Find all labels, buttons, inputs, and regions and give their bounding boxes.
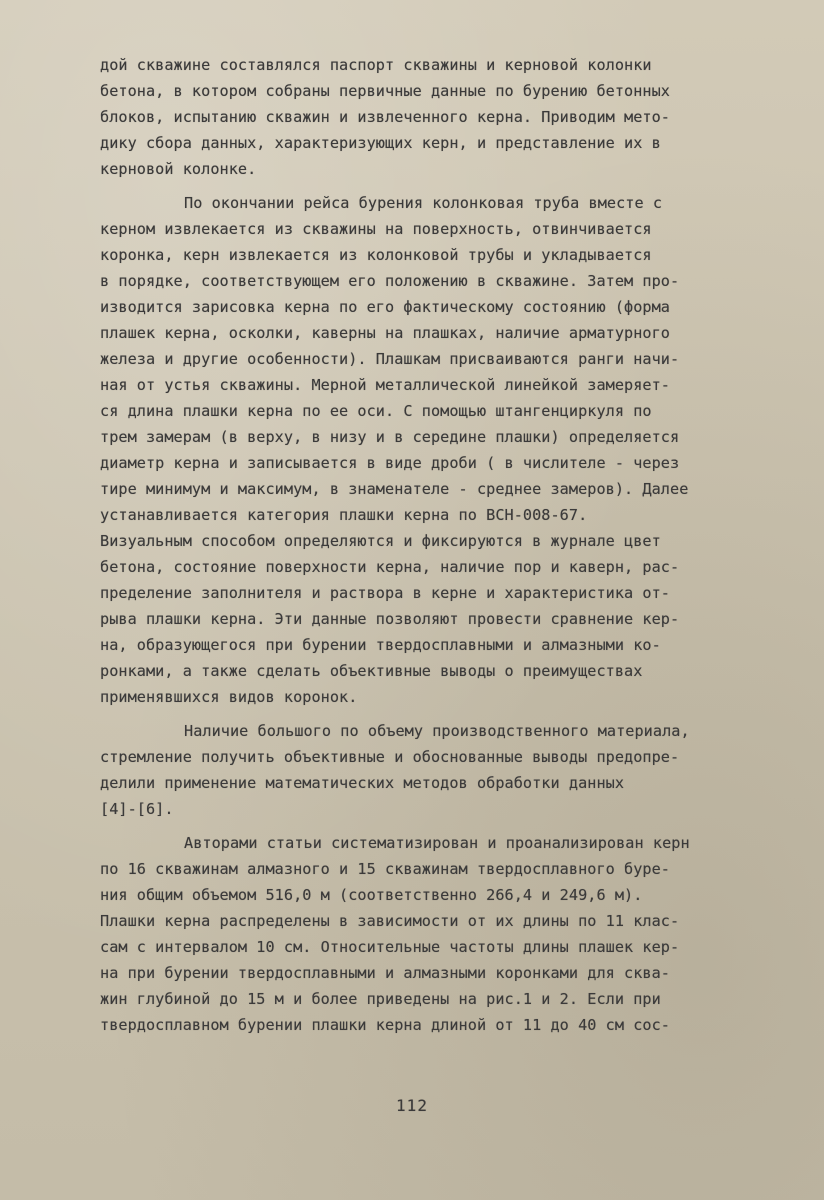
text-line: устанавливается категория плашки керна по ВСН-008-67. [100,506,588,524]
paragraph [100,718,800,822]
paragraph [100,190,800,710]
text-line: пределение заполнителя и раствора в керне и характеристика от- [100,584,671,602]
text-line: жин глубиной до 15 м и более приведены на рис.1 и 2. Если при [100,990,661,1008]
text-line: на, образующегося при бурении твердосплавными и алмазными ко- [100,636,661,654]
body-text [100,52,800,1038]
text-line: ся длина плашки керна по ее оси. С помощью штангенциркуля по [100,402,652,420]
text-line: дой скважине составлялся паспорт скважины и керновой колонки [100,56,652,74]
text-line: бетона, в котором собраны первичные данные по бурению бетонных [100,82,671,100]
text-line: По окончании рейса бурения колонковая труба вместе с [184,194,663,212]
text-line: твердосплавном бурении плашки керна длиной от 11 до 40 см сос- [100,1016,671,1034]
text-line: сам с интервалом 10 см. Относительные частоты длины плашек кер- [100,938,680,956]
paragraph [100,52,800,182]
text-line: коронка, керн извлекается из колонковой трубы и укладывается [100,246,652,264]
text-line: бетона, состояние поверхности керна, наличие пор и каверн, рас- [100,558,680,576]
text-line: Визуальным способом определяются и фиксируются в журнале цвет [100,532,661,550]
text-line: железа и другие особенности). Плашкам присваиваются ранги начи- [100,350,680,368]
text-line: керном извлекается из скважины на поверхность, отвинчивается [100,220,652,238]
text-line: изводится зарисовка керна по его фактическому состоянию (форма [100,298,671,316]
text-line: тире минимум и максимум, в знаменателе - среднее замеров). Далее [100,480,689,498]
paragraph [100,830,800,1038]
text-line: по 16 скважинам алмазного и 15 скважинам твердосплавного буре- [100,860,671,878]
text-line: применявшихся видов коронок. [100,688,358,706]
text-line: трем замерам (в верху, в низу и в середине плашки) определяется [100,428,680,446]
text-line: дику сбора данных, характеризующих керн, и представление их в [100,134,661,152]
text-line: Авторами статьи систематизирован и проанализирован керн [184,834,690,852]
text-line: Плашки керна распределены в зависимости от их длины по 11 клас- [100,912,680,930]
text-line: рыва плашки керна. Эти данные позволяют провести сравнение кер- [100,610,680,628]
text-line: ния общим объемом 516,0 м (соответственно 266,4 и 249,6 м). [100,886,643,904]
text-line: плашек керна, осколки, каверны на плашках, наличие арматурного [100,324,671,342]
text-line: делили применение математических методов обработки данных [100,774,625,792]
text-line: ная от устья скважины. Мерной металлической линейкой замеряет- [100,376,671,394]
text-line: блоков, испытанию скважин и извлеченного керна. Приводим мето- [100,108,671,126]
text-line: ронками, а также сделать объективные выводы о преимуществах [100,662,643,680]
text-line: диаметр керна и записывается в виде дроби ( в числителе - через [100,454,680,472]
text-line: [4]-[6]. [100,800,174,818]
text-line: на при бурении твердосплавными и алмазными коронками для сква- [100,964,671,982]
text-line: Наличие большого по объему производственного материала, [184,722,690,740]
text-line: в порядке, соответствующем его положению в скважине. Затем про- [100,272,680,290]
page-number: 112 [396,1096,428,1115]
text-line: керновой колонке. [100,160,257,178]
text-line: стремление получить объективные и обоснованные выводы предопре- [100,748,680,766]
